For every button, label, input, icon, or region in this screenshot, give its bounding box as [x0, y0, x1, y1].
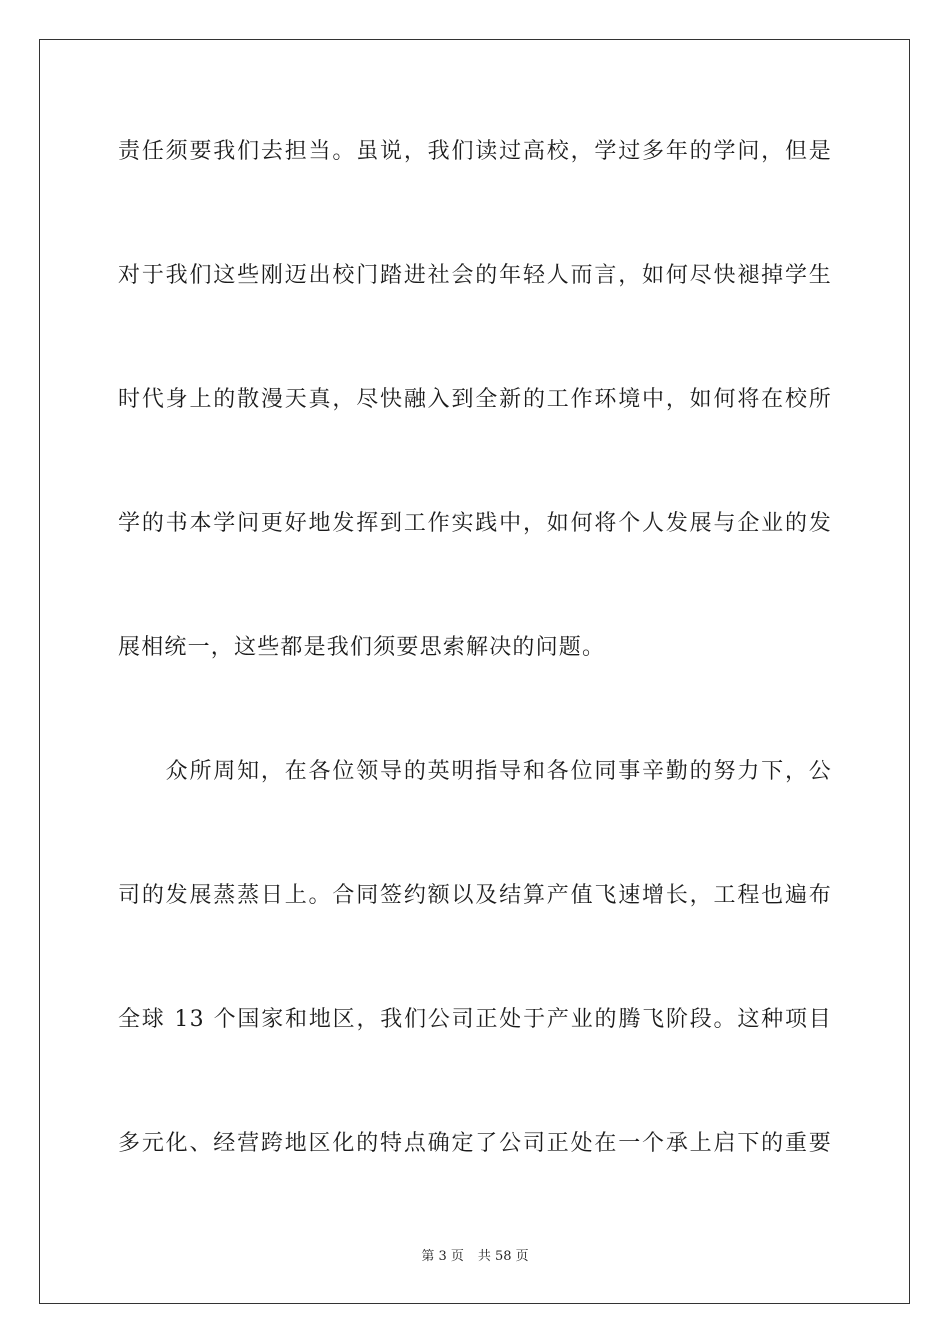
page-footer: [0, 1248, 950, 1266]
paragraph-line-2: 对于我们这些刚迈出校门踏进社会的年轻人而言，如何尽快褪掉学生: [118, 263, 832, 288]
paragraph-line-7: 司的发展蒸蒸日上。合同签约额以及结算产值飞速增长，工程也遍布: [118, 883, 832, 908]
paragraph-line-4: 学的书本学问更好地发挥到工作实践中，如何将个人发展与企业的发: [118, 511, 832, 536]
page-number: 第 3 页: [421, 1249, 464, 1264]
page-border: [39, 39, 910, 1304]
page-total: 共 58 页: [477, 1249, 529, 1264]
paragraph-line-1: 责任须要我们去担当。虽说，我们读过高校，学过多年的学问，但是: [118, 139, 832, 164]
paragraph-line-6: 众所周知，在各位领导的英明指导和各位同事辛勤的努力下，公: [118, 759, 832, 784]
paragraph-line-3: 时代身上的散漫天真，尽快融入到全新的工作环境中，如何将在校所: [118, 387, 832, 412]
paragraph-line-8: 全球 13 个国家和地区，我们公司正处于产业的腾飞阶段。这种项目: [118, 1007, 832, 1032]
paragraph-line-5: 展相统一，这些都是我们须要思索解决的问题。: [118, 635, 606, 660]
paragraph-line-9: 多元化、经营跨地区化的特点确定了公司正处在一个承上启下的重要: [118, 1131, 832, 1156]
